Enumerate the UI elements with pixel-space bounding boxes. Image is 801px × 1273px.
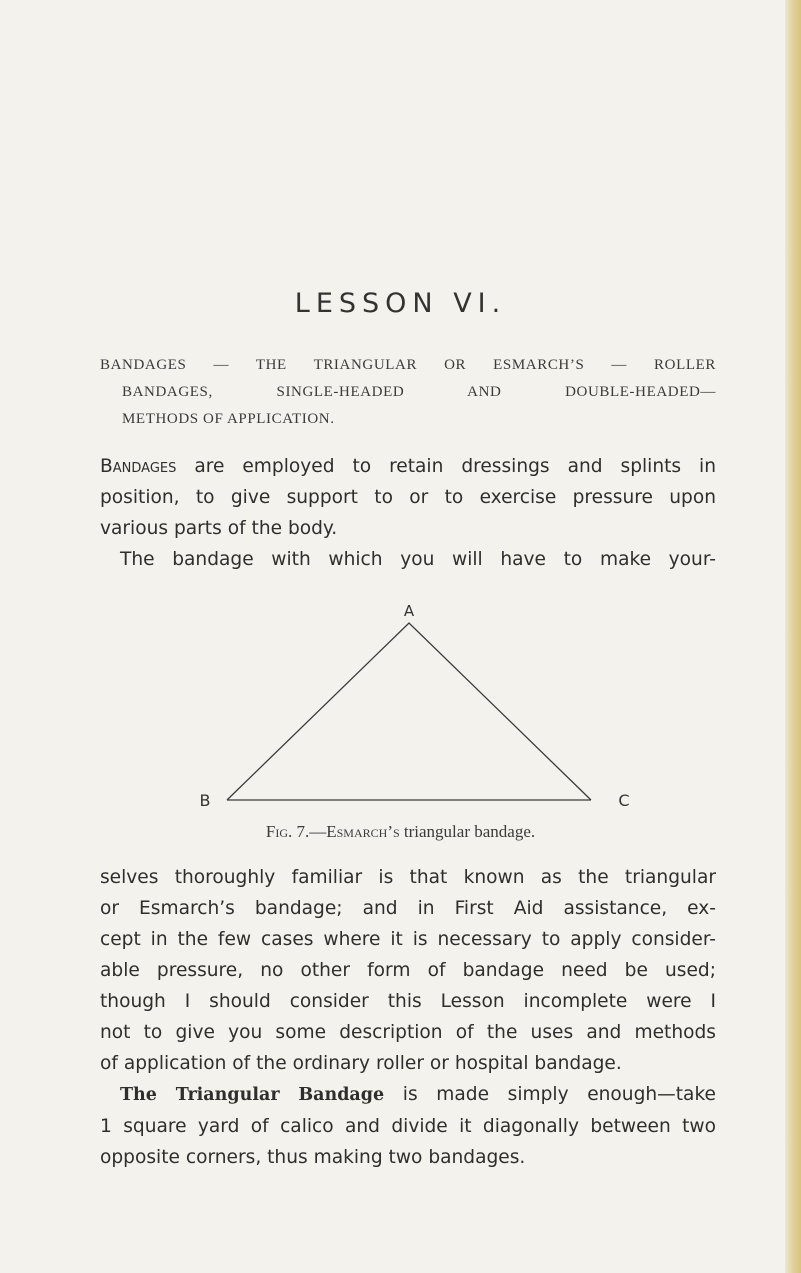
text-line: of application of the ordinary roller or hospital bandage. <box>100 1053 622 1074</box>
text-line: The bandage with which you will have to make your- <box>120 549 716 570</box>
text-line: position, to give support to or to exercise pressure upon <box>100 487 716 508</box>
vertex-label-a: A <box>403 602 415 620</box>
text-line: able pressure, no other form of bandage need be used; <box>100 960 716 981</box>
vertex-label-c: C <box>618 791 630 810</box>
text-span: are employed to retain dressings and splints in <box>176 456 716 477</box>
text-line: various parts of the body. <box>100 518 338 539</box>
synopsis-line: BANDAGES, SINGLE-HEADED AND DOUBLE-HEADED— <box>122 384 716 400</box>
triangle-figure <box>160 595 660 825</box>
lead-word: Bandages <box>100 456 177 477</box>
text-line: not to give you some description of the uses and methods <box>100 1022 716 1043</box>
page-edge <box>785 0 801 1273</box>
figure-caption <box>0 822 801 842</box>
text-line: cept in the few cases where it is necessary to apply consider- <box>100 929 716 950</box>
vertex-label-b: B <box>199 791 211 810</box>
lesson-synopsis <box>100 352 716 433</box>
triangle-sides <box>227 623 591 800</box>
caption-text: triangular bandage. <box>399 822 536 841</box>
text-line <box>100 451 716 482</box>
text-line: or Esmarch’s bandage; and in First Aid assistance, ex- <box>100 898 716 919</box>
synopsis-line: BANDAGES — THE TRIANGULAR OR ESMARCH’S — ROLLER <box>100 357 716 373</box>
text-line: opposite corners, thus making two bandages. <box>100 1147 526 1168</box>
intro-paragraph <box>100 451 716 575</box>
text-span: is made simply enough—take <box>384 1084 716 1105</box>
section-lead: The Triangular Bandage <box>120 1085 385 1105</box>
text-line: selves thoroughly familiar is that known as the triangular <box>100 867 716 888</box>
text-line: 1 square yard of calico and divide it diagonally between two <box>100 1116 716 1137</box>
lesson-title: LESSON VI. <box>294 288 507 319</box>
caption-name: Esmarch’s <box>326 822 400 841</box>
caption-prefix: Fig. 7.— <box>265 822 327 841</box>
main-paragraph <box>100 862 716 1173</box>
text-line <box>100 1079 716 1111</box>
text-line: though I should consider this Lesson incomplete were I <box>100 991 716 1012</box>
triangle-diagram <box>160 595 660 825</box>
synopsis-line: METHODS OF APPLICATION. <box>122 411 335 427</box>
